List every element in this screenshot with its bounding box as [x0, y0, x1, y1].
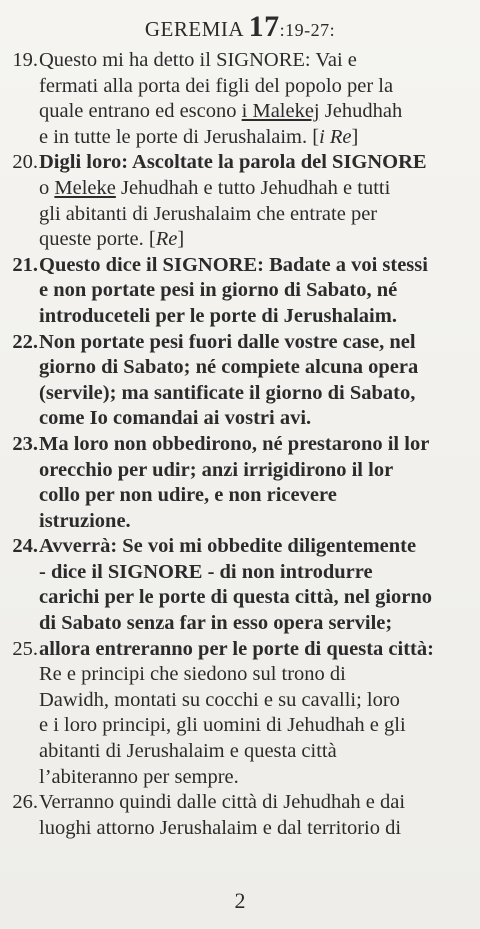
verse-range: :19-27: — [279, 20, 336, 40]
verse-line: l’abiteranno per sempre. — [39, 765, 239, 788]
verse-line — [39, 176, 472, 202]
verse-text — [38, 790, 472, 841]
verse-number: 24. — [12, 535, 38, 558]
verse-line: Questo mi ha detto il SIGNORE: Vai e — [39, 49, 357, 71]
underlined-term: i Malekej — [241, 100, 320, 123]
verse-line: collo per non udire, e non ricevere — [39, 484, 337, 507]
verse-line: luoghi attorno Jerushalaim e dal territorio di — [39, 816, 402, 839]
verse-text — [38, 330, 472, 432]
verse-line: abitanti di Jerushalaim e questa città — [39, 740, 337, 763]
verse-line: carichi per le porte di questa città, nel giorno — [39, 586, 433, 609]
verse-text — [38, 432, 472, 534]
verse-line-part: o — [39, 176, 55, 199]
verse-line-part: ] — [351, 125, 359, 148]
verse-line: allora entreranno per le porte di questa città: — [39, 637, 434, 660]
verse-line-part: e in tutte le porte di Jerushalaim. [ — [39, 125, 320, 148]
verse-line: Dawidh, montati su cocchi e su cavalli; loro — [39, 688, 400, 711]
chapter-number: 17 — [248, 10, 280, 43]
verse-line: e non portate pesi in giorno di Sabato, né — [39, 279, 398, 302]
verse-26 — [0, 790, 472, 841]
verse-line: istruzione. — [39, 509, 131, 532]
underlined-term: Meleke — [54, 176, 116, 199]
verse-line — [39, 99, 472, 125]
verse-line: fermati alla porta dei figli del popolo per la — [39, 74, 394, 97]
page-title — [0, 10, 480, 44]
verse-text — [38, 637, 472, 791]
verse-line: giorno di Sabato; né compiete alcuna opera — [39, 356, 419, 379]
verse-line-part: Jehudhah — [319, 100, 403, 123]
verse-line: Re e principi che siedono sul trono di — [39, 663, 346, 686]
verse-line: Verranno quindi dalle città di Jehudhah e dai — [39, 791, 406, 814]
verse-line: orecchio per udir; anzi irrigidirono il lor — [39, 458, 394, 481]
verse-line: Questo dice il SIGNORE: Badate a voi stessi — [39, 253, 428, 276]
verse-number: 20. — [12, 151, 38, 174]
verse-line-part: quale entrano ed escono — [39, 100, 242, 123]
verse-line: introduceteli per le porte di Jerushalaim. — [39, 304, 397, 327]
verse-24 — [0, 534, 472, 636]
verse-number: 22. — [12, 330, 38, 353]
verse-20 — [0, 150, 472, 252]
book-name: GEREMIA — [144, 17, 243, 41]
italic-note: Re — [155, 228, 178, 251]
verse-line — [39, 227, 472, 253]
verse-line: Avverrà: Se voi mi obbedite diligentemente — [39, 535, 417, 558]
verse-21 — [0, 253, 472, 330]
verse-list — [0, 48, 472, 841]
verse-line-part: Jehudhah e tutto Jehudhah e tutti — [115, 176, 391, 199]
verse-line-part: ] — [177, 228, 185, 251]
verse-line: (servile); ma santificate il giorno di Sabato, — [39, 381, 416, 404]
verse-line: e i loro principi, gli uomini di Jehudhah e gli — [39, 714, 406, 737]
verse-number: 19. — [12, 49, 38, 71]
verse-line-part: queste porte. [ — [39, 228, 156, 251]
verse-line: gli abitanti di Jerushalaim che entrate per — [39, 202, 378, 225]
verse-text — [38, 253, 472, 330]
verse-line: Ma loro non obbedirono, né prestarono il lor — [39, 432, 430, 455]
verse-number: 25. — [12, 637, 38, 660]
verse-line: come Io comandai ai vostri avi. — [39, 407, 312, 430]
verse-line — [39, 125, 472, 151]
italic-note: i Re — [319, 125, 352, 148]
verse-line: di Sabato senza far in esso opera servile; — [39, 612, 393, 635]
verse-line: Digli loro: Ascoltate la parola del SIGNORE — [39, 151, 427, 174]
page-number: 2 — [234, 888, 246, 913]
verse-number: 23. — [12, 432, 38, 455]
verse-19 — [0, 48, 472, 150]
verse-number: 21. — [12, 253, 38, 276]
verse-text — [38, 534, 472, 636]
verse-line: Non portate pesi fuori dalle vostre case, nel — [39, 330, 416, 353]
verse-22 — [0, 330, 472, 432]
verse-23 — [0, 432, 472, 534]
verse-line: - dice il SIGNORE - di non introdurre — [39, 560, 373, 583]
verse-number: 26. — [12, 791, 38, 814]
verse-text — [38, 48, 472, 150]
verse-text — [38, 150, 472, 252]
verse-25 — [0, 637, 472, 791]
